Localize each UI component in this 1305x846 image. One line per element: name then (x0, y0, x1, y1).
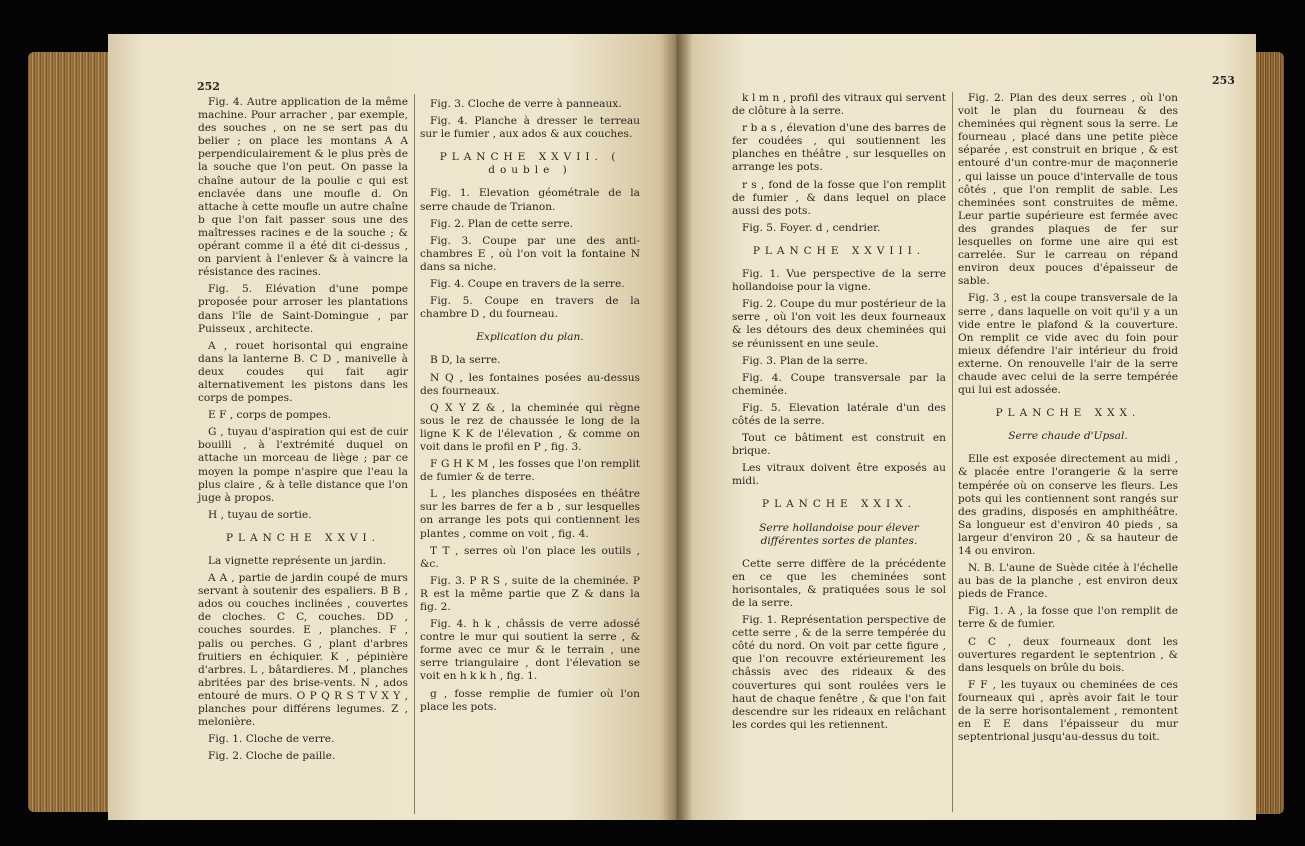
paragraph: H , tuyau de sortie. (208, 508, 312, 521)
paragraph: T T , serres où l'on place les outils , &c. (420, 544, 640, 570)
paragraph: A , rouet horisontal qui engraine dans la lanterne B. C D , manivelle à deux coudes qui fait agir alternativement les pistons dans les corps de pompes. (198, 339, 408, 405)
paragraph: Fig. 3. Plan de la serre. (742, 354, 868, 367)
paragraph: Fig. 5. Elevation latérale d'un des côtés de la serre. (732, 401, 946, 427)
paragraph: Fig. 5. Coupe en travers de la chambre D , du fourneau. (420, 295, 640, 321)
paragraph: N. B. L'aune de Suède citée à l'échelle au bas de la planche , est environ deux pieds de France. (958, 562, 1178, 601)
paragraph: Fig. 1. Elevation géométrale de la serre chaude de Trianon. (420, 187, 640, 213)
paragraph: Fig. 1. Cloche de verre. (208, 733, 335, 746)
paragraph: Fig. 4. Coupe transversale par la cheminée. (732, 371, 946, 397)
paragraph: Fig. 1. Vue perspective de la serre hollandoise pour la vigne. (732, 268, 946, 294)
paragraph: Fig. 1. A , la fosse que l'on remplit de terre & de fumier. (958, 605, 1178, 631)
section-subheading: Serre hollandoise pour élever différentes sortes de plantes. (759, 521, 919, 547)
paragraph: Fig. 3 , est la coupe transversale de la serre , dans laquelle on voit qu'il y a un vide entre le plafond & la couverture. On remplit ce vide avec du foin pour mieux défendre l'air intérieur du froid externe. On renouvelle l'air de la serre chaude avec celui de la serre tempérée qui lui est adossée. (958, 292, 1178, 397)
right-page-column-2 (958, 92, 1178, 748)
paragraph: A A , partie de jardin coupé de murs servant à soutenir des espaliers. B B , ados ou couches inclinées , couvertes de cloches. C C, couches. DD , couches sourdes. E , planches. F , palis ou perches. G , plant d'arbres fruitiers en échiquier. K , pépinière d'arbres. L , bâtardieres. M , planches abritées par des brise-vents. N , ados entouré de murs. O P Q R S T V X Y , planches pour différens legumes. Z , melonière. (198, 572, 408, 729)
left-page-column-1 (198, 78, 408, 767)
paragraph: Fig. 2. Plan de cette serre. (430, 217, 573, 230)
plate-heading: PLANCHE XXVI. (225, 531, 381, 544)
paragraph: Fig. 2. Cloche de paille. (208, 750, 336, 763)
paragraph: Les vitraux doivent être exposés au midi. (732, 462, 946, 488)
paragraph: B D, la serre. (430, 354, 501, 367)
paragraph: Fig. 3. Cloche de verre à panneaux. (430, 98, 622, 110)
paragraph: Fig. 3. P R S , suite de la cheminée. P R est la même partie que Z & dans la fig. 2. (420, 574, 640, 613)
left-page (108, 34, 678, 820)
paragraph: L , les planches disposées en théâtre sur les barres de fer a b , sur lesquelles on arrange les pots qui contiennent les plantes , comme on voit , fig. 4. (420, 488, 640, 540)
paragraph: G , tuyau d'aspiration qui est de cuir bouilli , à l'extrémité duquel on attache un morceau de liège ; par ce moyen la pompe n'aspire que l'eau la plus claire , & à telle distance que l'on juge à propos. (198, 426, 408, 504)
plate-heading: PLANCHE XXX. (995, 407, 1141, 420)
paragraph: Elle est exposée directement au midi , & placée entre l'orangerie & la serre tempérée où on conserve les fleurs. Les pots qui les contiennent sont rangés sur des gradins, disposés en amphithéâtre. Sa longueur est d'environ 40 pieds , sa largeur d'environ 20 , & sa hauteur de 14 ou environ. (958, 453, 1178, 557)
page-number-left: 252 (197, 80, 220, 93)
paragraph: Fig. 4. Coupe en travers de la serre. (430, 278, 625, 291)
paragraph: C C , deux fourneaux dont les ouvertures regardent le septentrion , & dans lesquels on brûle du bois. (958, 635, 1178, 674)
paragraph: Tout ce bâtiment est construit en brique. (732, 432, 946, 458)
section-subheading: Explication du plan. (476, 331, 584, 344)
right-page-column-1 (732, 92, 946, 736)
paragraph: Fig. 1. Représentation perspective de cette serre , & de la serre tempérée du côté du nord. On voit par cette figure , que l'on recouvre extérieurement les châssis avec des rideaux & des couvertures qui sont roulées vers le haut de chaque fenêtre , & que l'on fait descendre sur les rideaux en relâchant les cordes qui les retiennent. (732, 614, 946, 731)
paragraph: r b a s , élevation d'une des barres de fer coudées , qui soutiennent les planches en théâtre , sur lesquelles on arrange les pots. (732, 122, 946, 174)
paragraph: r s , fond de la fosse que l'on remplit de fumier , & dans lequel on place aussi des pots. (732, 178, 946, 217)
paragraph: Q X Y Z & , la cheminée qui règne sous le rez de chaussée le long de la ligne K K de l'élevation , & comme on voit dans le profil en P , fig. 3. (420, 401, 640, 453)
plate-heading: PLANCHE XXVII. ( double ) (439, 151, 621, 177)
paragraph: F G H K M , les fosses que l'on remplit de fumier & de terre. (420, 458, 640, 484)
left-page-column-2 (420, 98, 640, 718)
paragraph: k l m n , profil des vitraux qui servent de clôture à la serre. (732, 92, 946, 118)
page-number-right: 253 (1212, 74, 1235, 87)
plate-heading: PLANCHE XXVIII. (752, 244, 926, 257)
paragraph: N Q , les fontaines posées au-dessus des fourneaux. (420, 371, 640, 397)
paragraph: Fig. 2. Coupe du mur postérieur de la serre , où l'on voit les deux fourneaux & les détours des deux cheminées qui se réunissent en une seule. (732, 298, 946, 350)
paragraph: Fig. 5. Elévation d'une pompe proposée pour arroser les plantations dans l'île de Saint-Domingue , par Puisseux , architecte. (198, 283, 408, 335)
paragraph: Fig. 2. Plan des deux serres , où l'on voit le plan du fourneau & des cheminées qui règnent sous la serre. Le fourneau , placé dans une petite pièce séparée , est construit en brique , & est entouré d'un contre-mur de maçonnerie , qui laisse un pouce d'intervalle de tous côtés , que l'on remplit de sable. Les cheminées sont construites de même. Leur partie supérieure est fermée avec des grandes plaques de fer sur lesquelles on forme une aire qui est carrelée. Sur le carreau on répand environ deux pouces d'épaisseur de sable. (958, 92, 1178, 288)
plate-heading: PLANCHE XXIX. (762, 498, 916, 511)
section-subheading: Serre chaude d'Upsal. (1008, 430, 1128, 443)
paragraph: Fig. 3. Coupe par une des anti-chambres E , où l'on voit la fontaine N dans sa niche. (420, 234, 640, 273)
paragraph: Fig. 4. h k , châssis de verre adossé contre le mur qui soutient la serre , & forme avec ce mur & le terrain , une serre triangulaire , dont l'élevation se voit en h k k h , fig. 1. (420, 618, 640, 683)
book-edge-left (28, 52, 114, 812)
paragraph: Fig. 4. Autre application de la même machine. Pour arracher , par exemple, des souches , on ne se sert pas du belier ; on place les montans A A perpendiculairement & le plus près de la souche que l'on peut. On passe la chaîne autour de la poulie c qui est enclavée dans une moufle d. On attache à cette moufle un autre chaîne b que l'on fait passer sous une des maîtresses racines e de la souche ; & opérant comme il a été dit ci-dessus , on parvient à l'enlever & à vaincre la résistance des racines. (198, 96, 408, 279)
paragraph: E F , corps de pompes. (208, 409, 331, 422)
column-divider-left (414, 94, 415, 814)
paragraph: Fig. 5. Foyer. d , cendrier. (742, 221, 881, 234)
paragraph: F F , les tuyaux ou cheminées de ces fourneaux qui , après avoir fait le tour de la serre horisontalement , remontent en E E dans l'épaisseur du mur septentrional jusqu'au-dessus du toit. (958, 678, 1178, 744)
book-gutter (662, 34, 692, 820)
paragraph: La vignette représente un jardin. (208, 555, 387, 567)
right-page (676, 34, 1256, 820)
paragraph: g , fosse remplie de fumier où l'on place les pots. (420, 687, 640, 713)
column-divider-right (952, 92, 953, 812)
paragraph: Cette serre diffère de la précédente en ce que les cheminées sont horisontales, & pratiquées sous le sol de la serre. (732, 557, 946, 609)
paragraph: Fig. 4. Planche à dresser le terreau sur le fumier , aux ados & aux couches. (420, 115, 640, 141)
